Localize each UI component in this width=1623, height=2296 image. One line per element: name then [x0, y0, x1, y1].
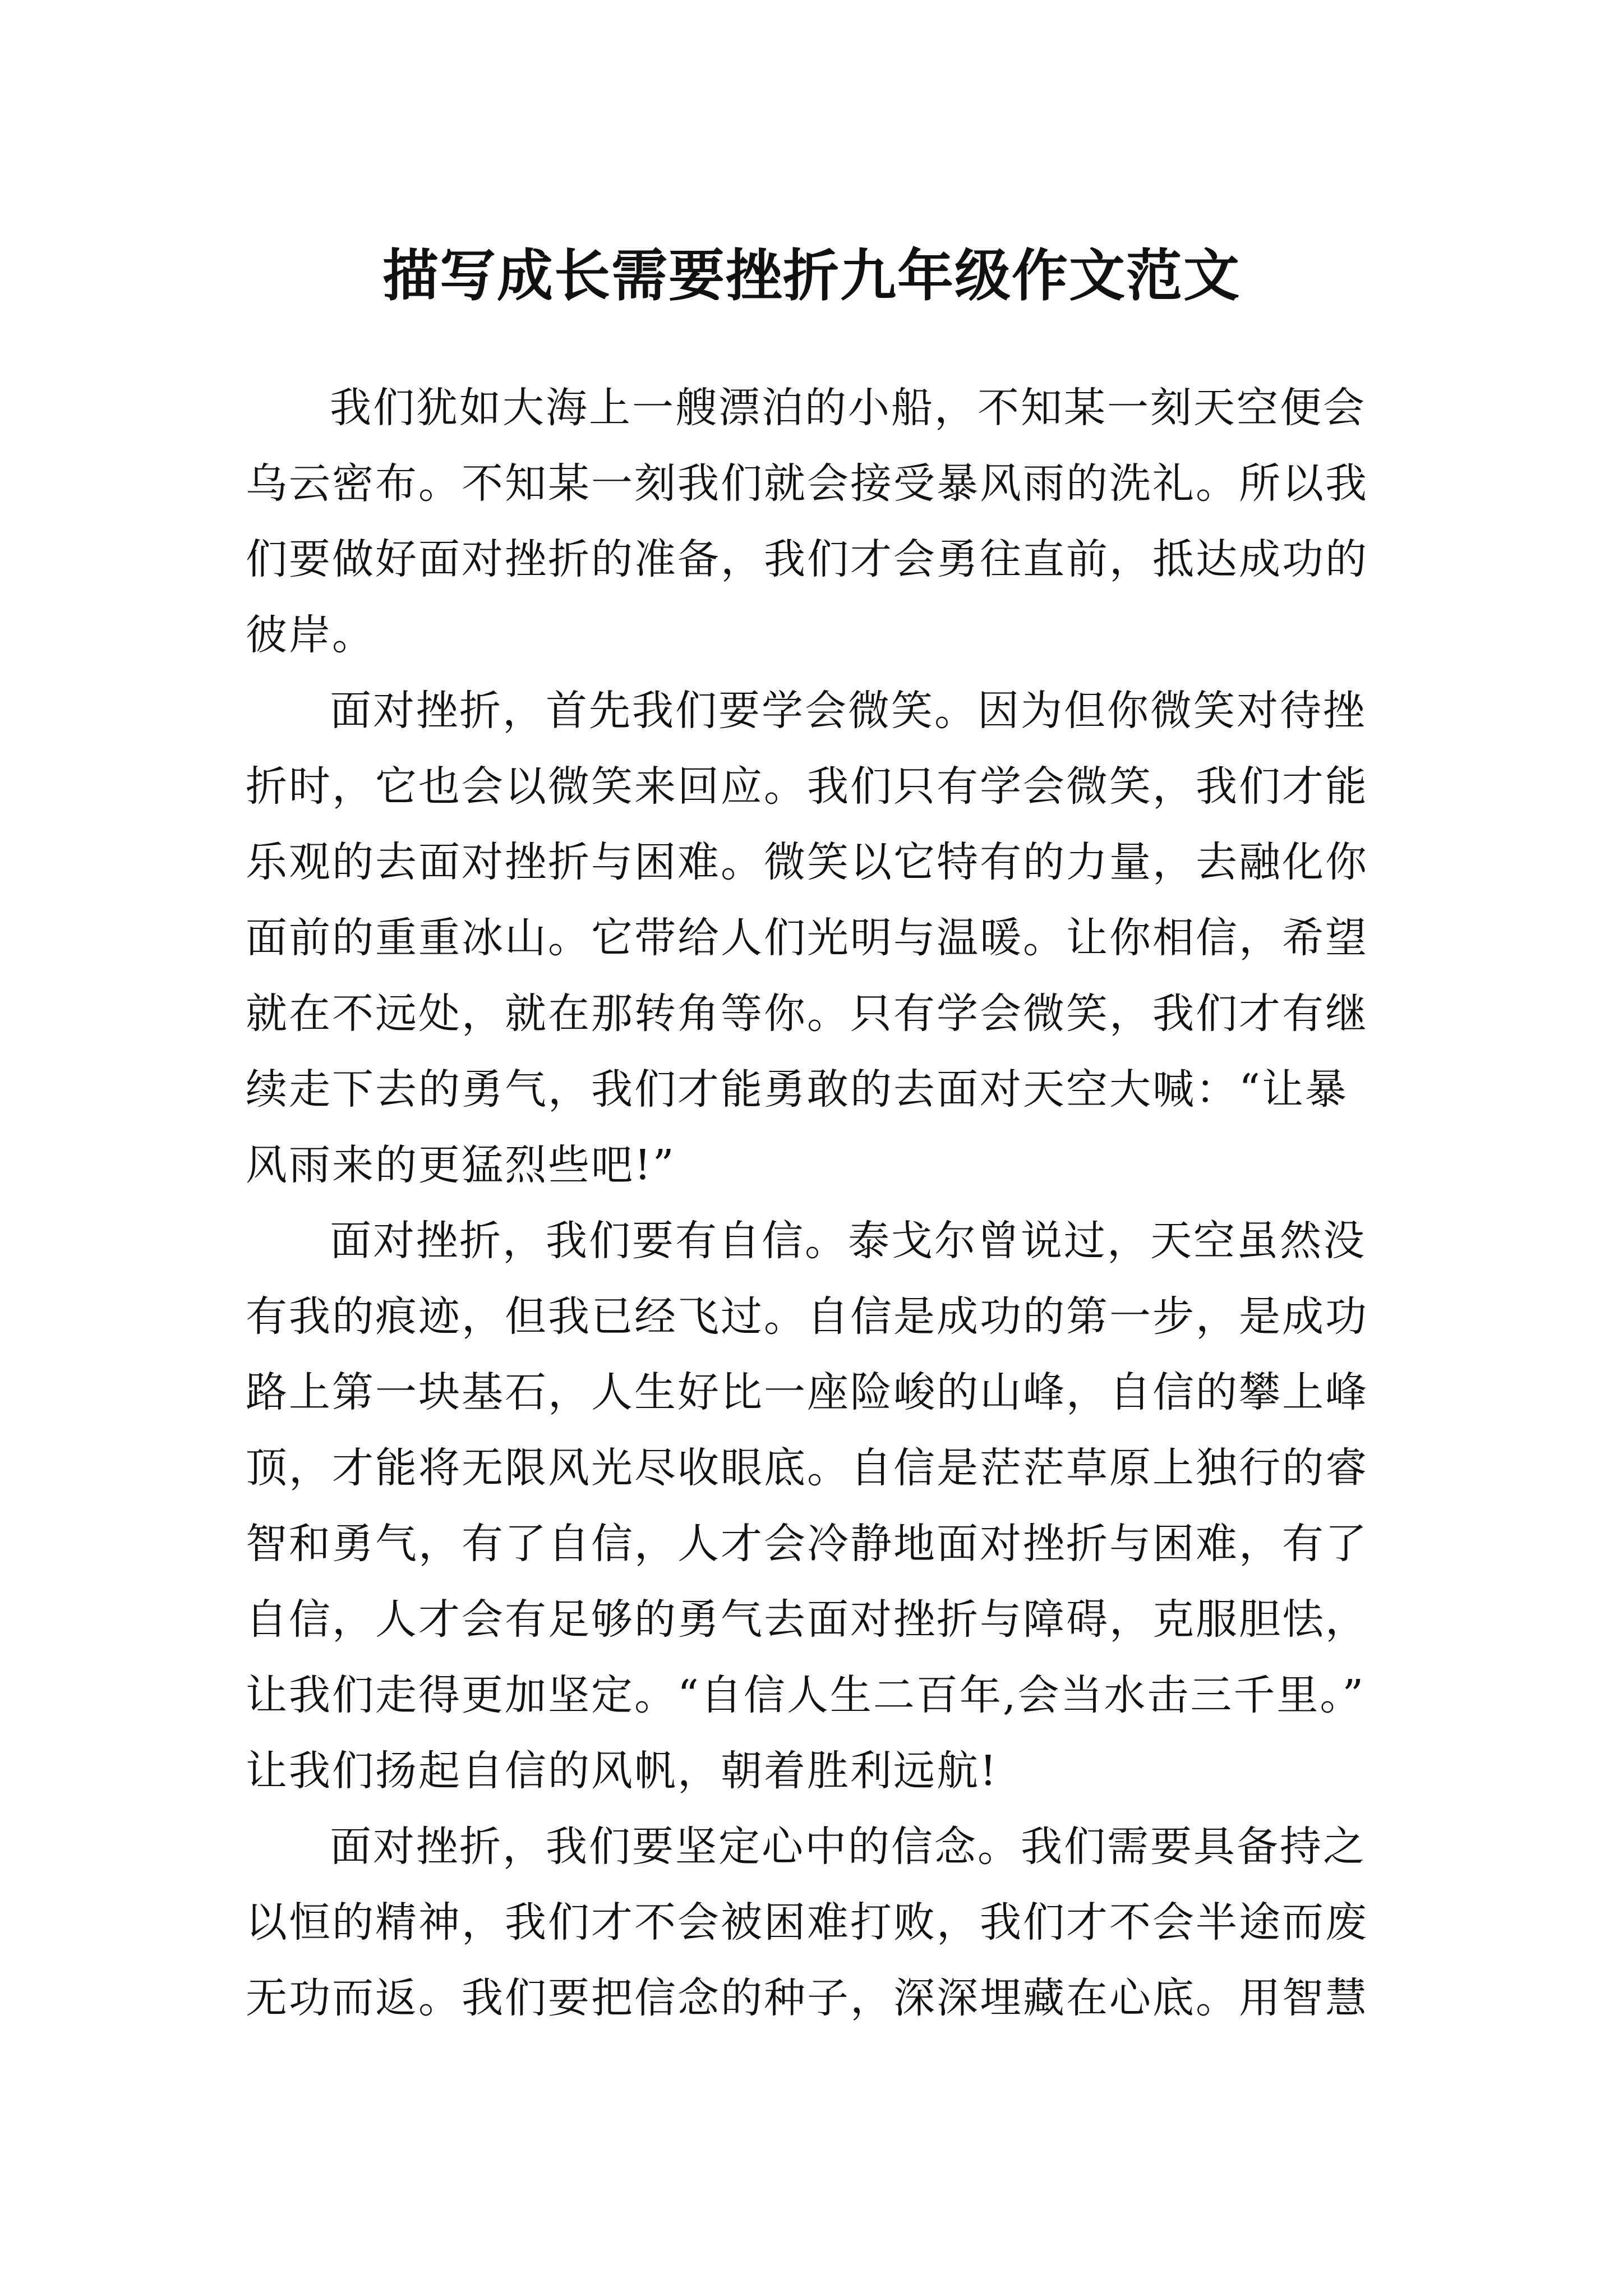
paragraph-3: [246, 1203, 1384, 1809]
paragraph-line: 乌云密布。不知某一刻我们就会接受暴风雨的洗礼。所以我: [246, 459, 1368, 508]
paragraph-line: 无功而返。我们要把信念的种子，深深埋藏在心底。用智慧: [246, 1974, 1368, 2022]
paragraph-line: 顶，才能将无限风光尽收眼底。自信是茫茫草原上独行的睿: [246, 1444, 1368, 1492]
paragraph-line: 风雨来的更猛烈些吧!”: [246, 1141, 676, 1189]
paragraph-line: 续走下去的勇气，我们才能勇敢的去面对天空大喊：“让暴: [246, 1065, 1348, 1114]
paragraph-line: 自信，人才会有足够的勇气去面对挫折与障碍，克服胆怯，: [246, 1595, 1368, 1644]
paragraph-line: 让我们走得更加坚定。“自信人生二百年,会当水击三千里。”: [246, 1671, 1366, 1719]
paragraph-1: [246, 370, 1384, 673]
paragraph-line: 我们犹如大海上一艘漂泊的小船，不知某一刻天空便会: [330, 384, 1366, 432]
paragraph-line: 以恒的精神，我们才不会被困难打败，我们才不会半途而废: [246, 1898, 1368, 1947]
paragraph-line: 折时，它也会以微笑来回应。我们只有学会微笑，我们才能: [246, 762, 1368, 811]
paragraph-line: 面对挫折，我们要坚定心中的信念。我们需要具备持之: [330, 1823, 1366, 1871]
paragraph-line: 面对挫折，首先我们要学会微笑。因为但你微笑对待挫: [330, 687, 1366, 735]
paragraph-line: 彼岸。: [246, 611, 375, 659]
paragraph-line: 有我的痕迹，但我已经飞过。自信是成功的第一步，是成功: [246, 1292, 1368, 1341]
paragraph-line: 们要做好面对挫折的准备，我们才会勇往直前，抵达成功的: [246, 535, 1368, 583]
paragraph-line: 让我们扬起自信的风帆，朝着胜利远航!: [246, 1747, 998, 1795]
document-title: 描写成长需要挫折九年级作文范文: [382, 243, 1241, 309]
document-body: [246, 370, 1384, 2036]
paragraph-line: 智和勇气，有了自信，人才会冷静地面对挫折与困难，有了: [246, 1520, 1368, 1568]
paragraph-2: [246, 673, 1384, 1203]
paragraph-4: [246, 1809, 1384, 2036]
paragraph-line: 路上第一块基石，人生好比一座险峻的山峰，自信的攀上峰: [246, 1368, 1368, 1416]
paragraph-line: 就在不远处，就在那转角等你。只有学会微笑，我们才有继: [246, 990, 1368, 1038]
paragraph-line: 面前的重重冰山。它带给人们光明与温暖。让你相信，希望: [246, 914, 1368, 962]
paragraph-line: 面对挫折，我们要有自信。泰戈尔曾说过，天空虽然没: [330, 1217, 1366, 1265]
paragraph-line: 乐观的去面对挫折与困难。微笑以它特有的力量，去融化你: [246, 838, 1368, 886]
